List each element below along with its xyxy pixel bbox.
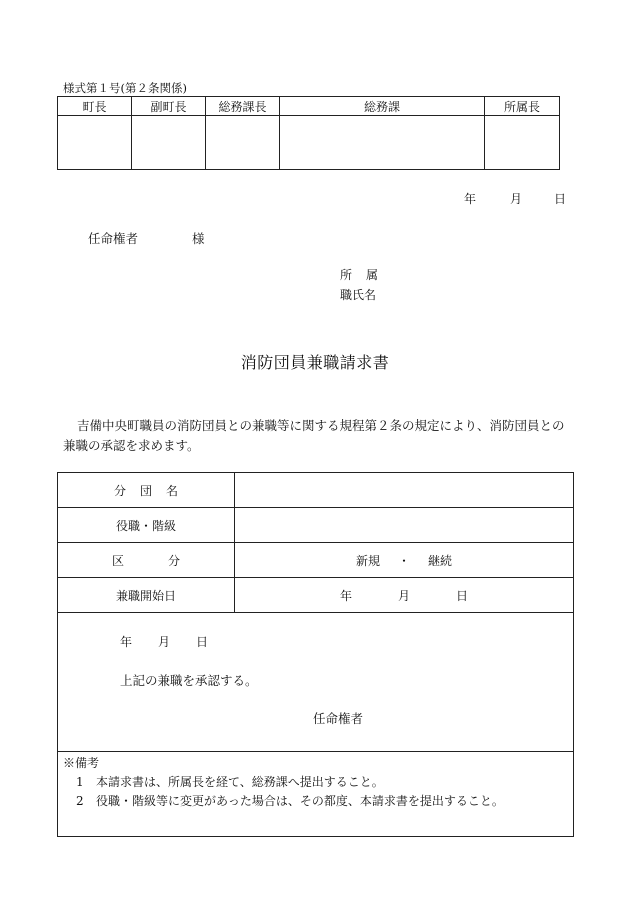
request-form-table — [57, 472, 574, 837]
start-date-day: 日 — [456, 588, 469, 603]
category-separator: ・ — [397, 553, 410, 568]
approval-date[interactable]: 年 月 日 — [120, 635, 209, 649]
request-statement: 吉備中央町職員の消防団員との兼職等に関する規程第２条の規定により、消防団員との兼職の承認を求めます。 — [63, 418, 565, 453]
header-deputy-mayor: 副町長 — [132, 97, 206, 116]
category-option-new[interactable]: 新規 — [355, 553, 380, 568]
note-item: 1 本請求書は、所属長を経て、総務課へ提出すること。 — [76, 775, 384, 789]
document-title: 消防団員兼職請求書 — [240, 353, 390, 372]
stamp-cell-general-affairs-section[interactable] — [280, 116, 485, 170]
form-number: 様式第１号(第２条関係) — [63, 81, 187, 95]
category-option-continue[interactable]: 継続 — [428, 553, 453, 568]
addressee-line — [88, 229, 205, 247]
division-value[interactable] — [235, 473, 573, 507]
date-month: 月 — [509, 192, 522, 206]
stamp-cell-general-affairs-chief[interactable] — [206, 116, 280, 170]
affiliation-label: 所属 — [340, 268, 393, 282]
date-day: 日 — [553, 192, 566, 206]
header-mayor: 町長 — [58, 97, 132, 116]
category-value[interactable] — [235, 543, 573, 577]
addressee-honorific: 様 — [192, 231, 205, 246]
notes-heading: ※備考 — [63, 756, 100, 770]
note-item: 2 役職・階級等に変更があった場合は、その都度、本請求書を提出すること。 — [76, 794, 504, 808]
notes-section — [58, 752, 573, 836]
stamp-cell-department-head[interactable] — [485, 116, 560, 170]
header-general-affairs-chief: 総務課長 — [206, 97, 280, 116]
position-value[interactable] — [235, 508, 573, 542]
start-date-label: 兼職開始日 — [58, 578, 235, 612]
approval-section — [58, 613, 573, 752]
row-start-date — [58, 578, 573, 613]
division-label: 分団名 — [58, 473, 235, 507]
approval-stamp-table — [57, 96, 560, 170]
position-label: 役職・階級 — [58, 508, 235, 542]
approval-authority: 任命権者 — [313, 711, 364, 726]
start-date-year: 年 — [339, 588, 352, 603]
approval-statement: 上記の兼職を承認する。 — [120, 673, 258, 688]
position-name-label: 職氏名 — [340, 288, 377, 302]
start-date-value[interactable] — [235, 578, 573, 612]
submission-date[interactable] — [0, 190, 566, 207]
date-year: 年 — [463, 192, 476, 206]
row-position — [58, 508, 573, 543]
row-category — [58, 543, 573, 578]
category-label: 区 分 — [58, 543, 235, 577]
stamp-cell-mayor[interactable] — [58, 116, 132, 170]
stamp-cell-deputy-mayor[interactable] — [132, 116, 206, 170]
header-department-head: 所属長 — [485, 97, 560, 116]
row-division — [58, 473, 573, 508]
start-date-month: 月 — [397, 588, 410, 603]
header-general-affairs-section: 総務課 — [280, 97, 485, 116]
addressee-title: 任命権者 — [88, 231, 139, 246]
